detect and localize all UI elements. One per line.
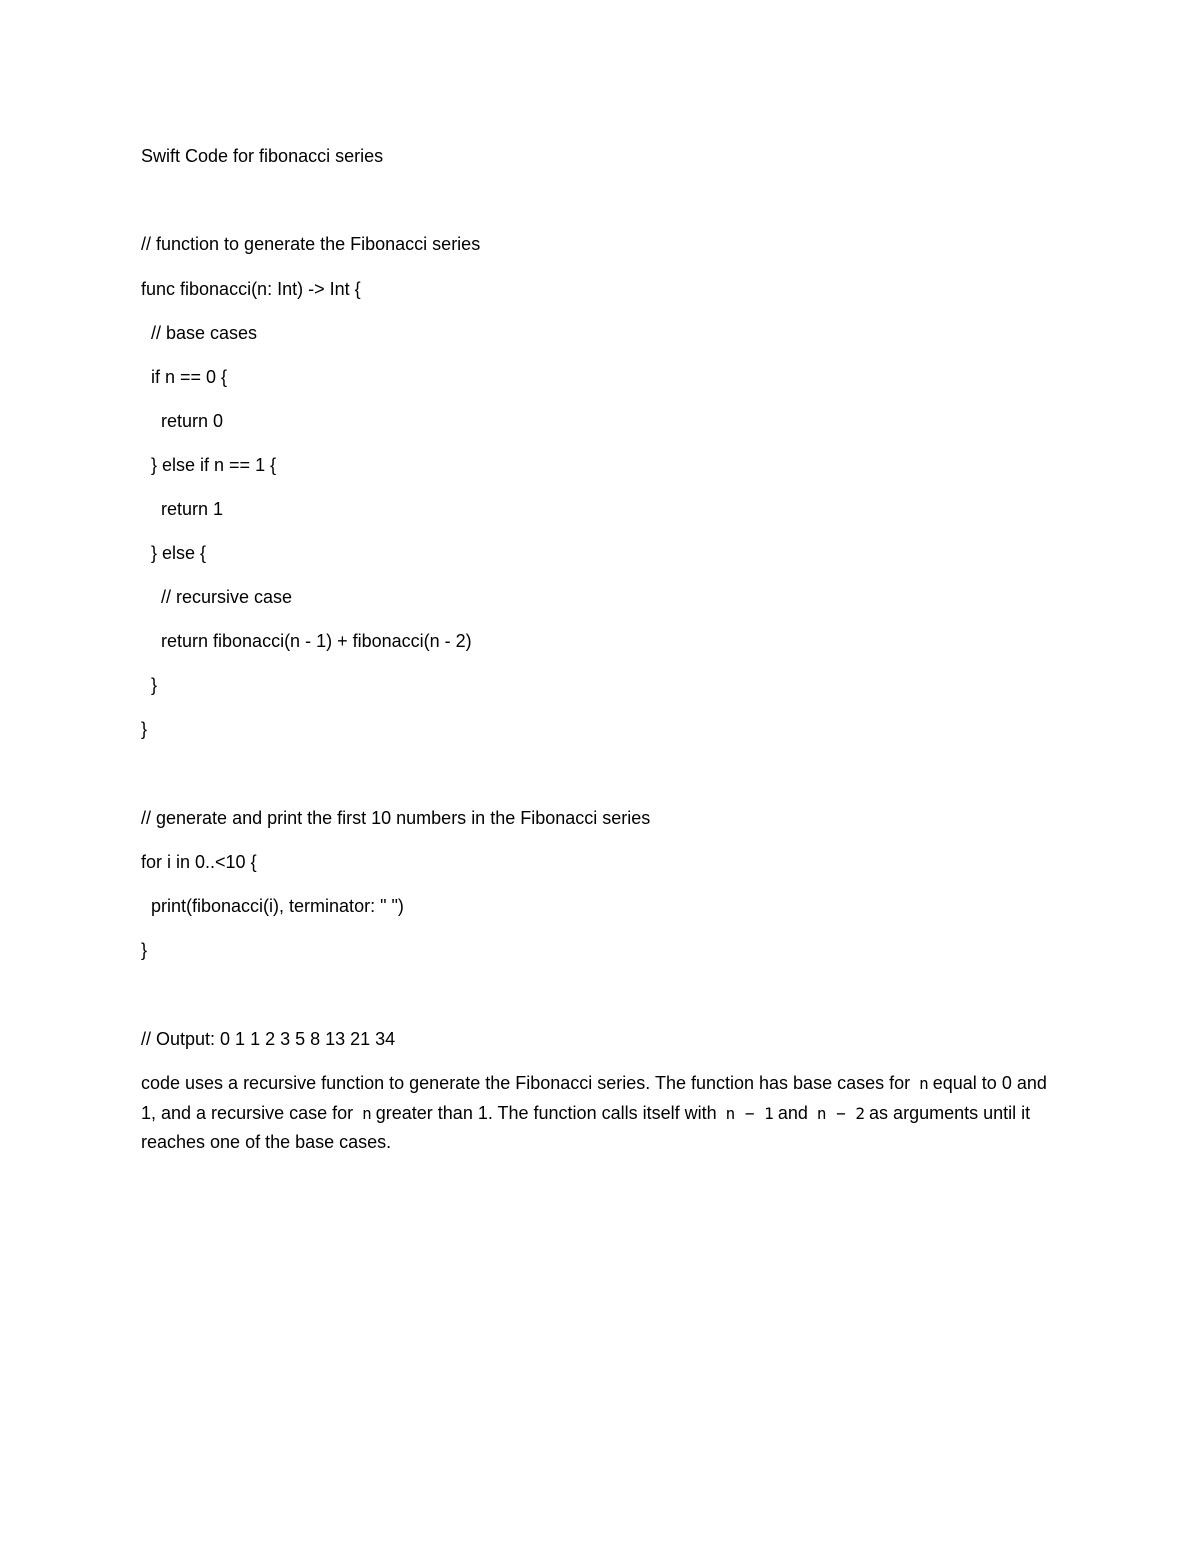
code-line: for i in 0..<10 {	[141, 852, 257, 872]
code-line: return 0	[161, 411, 224, 431]
explanation-paragraph	[141, 1069, 1051, 1158]
code-line: }	[151, 675, 158, 695]
explanation-text: and	[777, 1102, 808, 1123]
explanation-text: equal to 0 and 1, and a recursive case for	[141, 1073, 1047, 1123]
code-line: // function to generate the Fibonacci series	[141, 234, 481, 254]
code-line: return 1	[161, 499, 224, 519]
inline-code: n − 1	[725, 1103, 774, 1123]
code-line: } else if n == 1 {	[151, 455, 277, 475]
explanation-text: as arguments until it reaches one of the base cases.	[141, 1102, 1031, 1152]
code-line: print(fibonacci(i), terminator: " ")	[151, 896, 404, 916]
code-line: if n == 0 {	[151, 367, 228, 387]
code-line: // generate and print the first 10 numbers in the Fibonacci series	[141, 808, 651, 828]
inline-code: n	[919, 1074, 929, 1093]
code-line: // base cases	[151, 323, 258, 343]
document-title: Swift Code for fibonacci series	[141, 146, 384, 166]
explanation-text: code uses a recursive function to generate the Fibonacci series. The function has base cases for	[141, 1073, 911, 1093]
code-line: // recursive case	[161, 587, 293, 607]
code-line: }	[141, 719, 148, 739]
explanation-text: greater than 1. The function calls itself with	[375, 1102, 717, 1123]
inline-code: n − 2	[816, 1103, 866, 1123]
inline-code: n	[362, 1103, 372, 1123]
code-line: return fibonacci(n - 1) + fibonacci(n - 2)	[161, 631, 472, 651]
code-line: func fibonacci(n: Int) -> Int {	[141, 279, 361, 299]
code-line: }	[141, 940, 148, 960]
code-line: } else {	[151, 543, 207, 563]
code-line: // Output: 0 1 1 2 3 5 8 13 21 34	[141, 1029, 396, 1049]
